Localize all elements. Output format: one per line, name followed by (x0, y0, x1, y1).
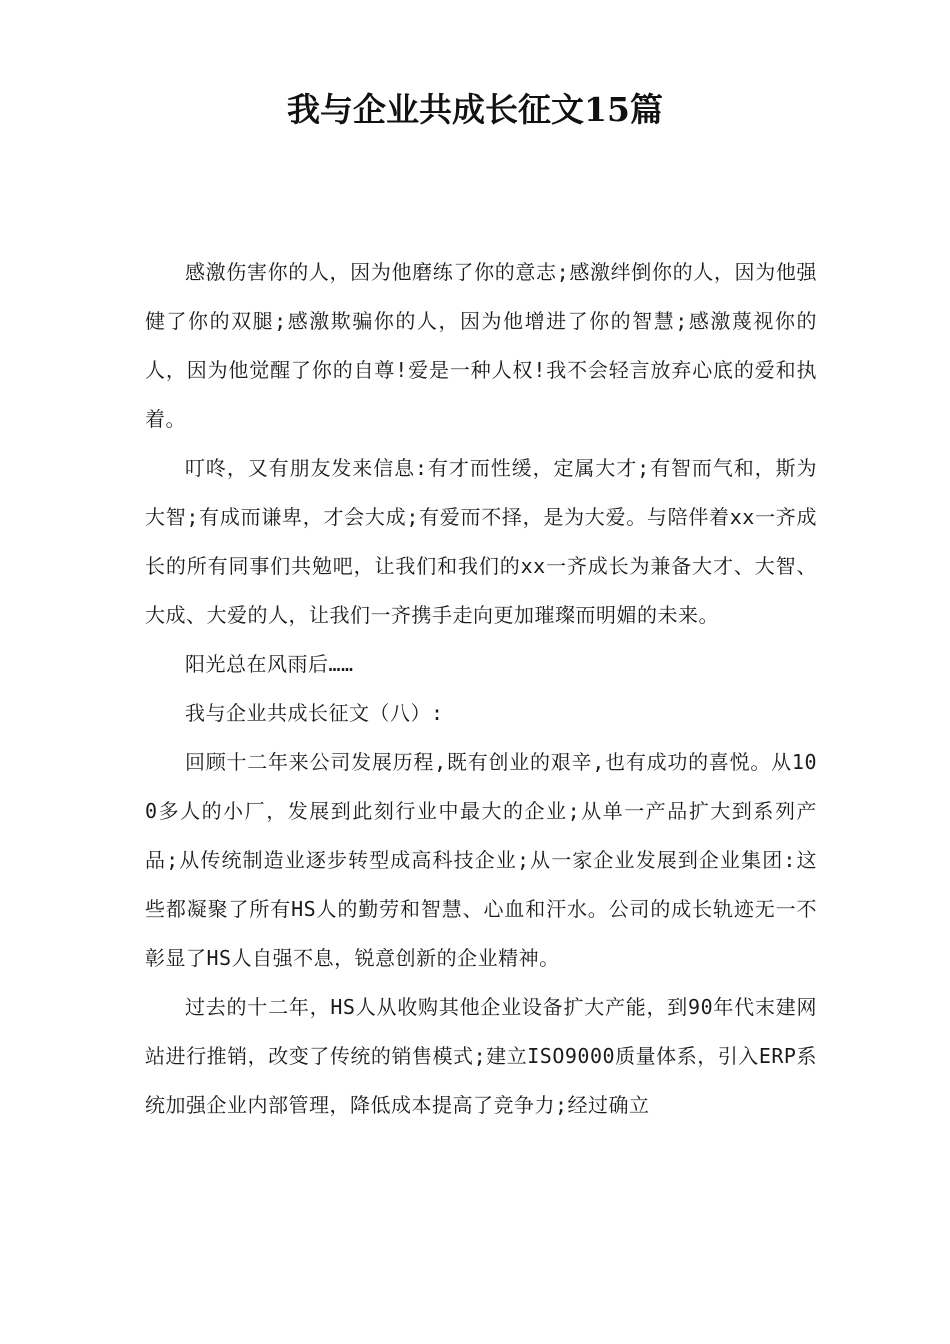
page-title: 我与企业共成长征文15篇 (287, 90, 663, 129)
paragraph-gratitude: 感激伤害你的人，因为他磨练了你的意志;感激绊倒你的人，因为他强健了你的双腿;感激欺骗你的人，因为他增进了你的智慧;感激蔑视你的人，因为他觉醒了你的自尊!爱是一种人权!我不会轻言放弃心底的爱和执着。 (145, 260, 817, 431)
document-body (145, 248, 817, 1130)
paragraph-past-twelve-years: 过去的十二年，HS人从收购其他企业设备扩大产能，到90年代末建网站进行推销，改变了传统的销售模式;建立ISO9000质量体系，引入ERP系统加强企业内部管理，降低成本提高了竞争力;经过确立 (145, 995, 817, 1117)
paragraph-friend-message: 叮咚，又有朋友发来信息:有才而性缓，定属大才;有智而气和，斯为大智;有成而谦卑，才会大成;有爱而不择，是为大爱。与陪伴着xx一齐成长的所有同事们共勉吧，让我们和我们的xx一齐成长为兼备大才、大智、大成、大爱的人，让我们一齐携手走向更加璀璨而明媚的未来。 (145, 456, 817, 627)
section-heading-eight: 我与企业共成长征文（八）: (185, 701, 444, 725)
paragraph-sunshine: 阳光总在风雨后…… (185, 652, 354, 676)
paragraph-company-history: 回顾十二年来公司发展历程,既有创业的艰辛,也有成功的喜悦。从100多人的小厂，发展到此刻行业中最大的企业;从单一产品扩大到系列产品;从传统制造业逐步转型成高科技企业;从一家企业发展到企业集团:这些都凝聚了所有HS人的勤劳和智慧、心血和汗水。公司的成长轨迹无一不彰显了HS人自强不息，锐意创新的企业精神。 (145, 750, 817, 970)
